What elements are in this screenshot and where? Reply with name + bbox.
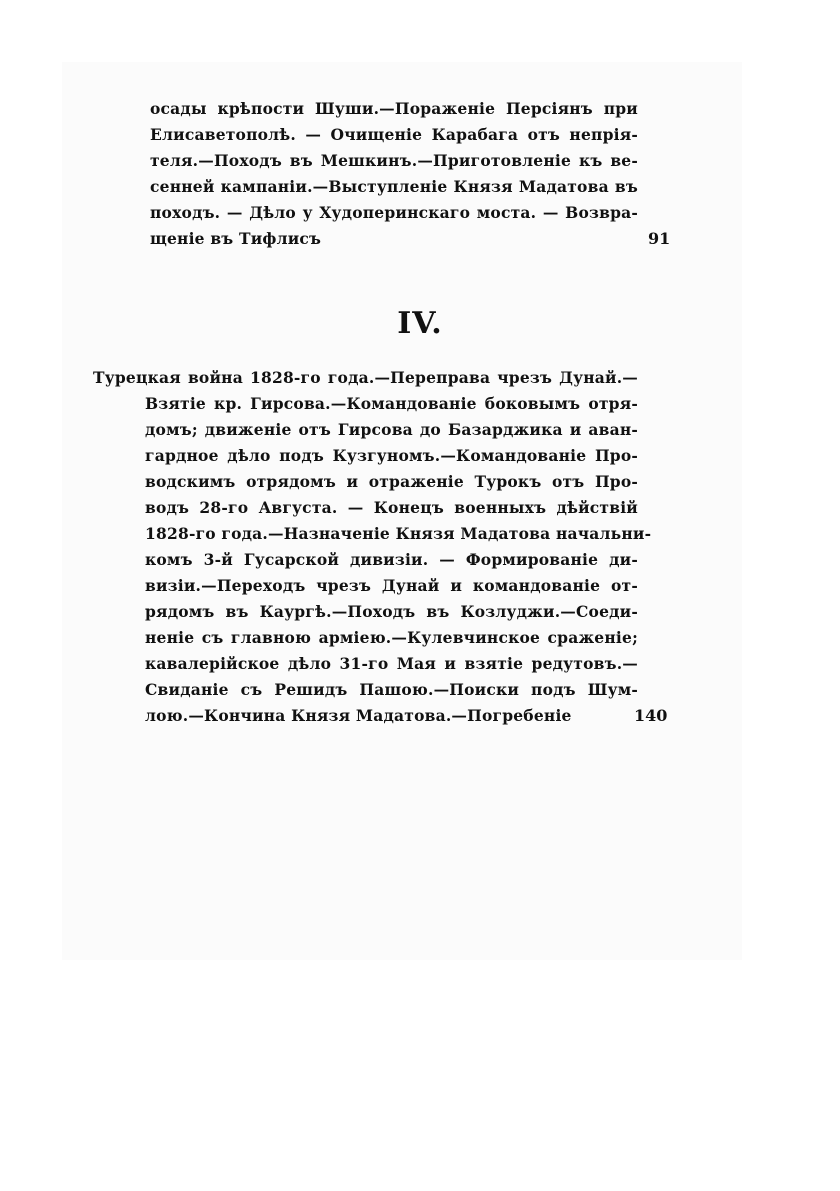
toc-line: визіи.—Переходъ чрезъ Дунай и командованіе от- xyxy=(145,576,638,595)
toc-line: водскимъ отрядомъ и отраженіе Турокъ отъ Про- xyxy=(145,472,638,491)
toc-line: 1828-го года.—Назначеніе Князя Мадатова начальни- xyxy=(145,524,652,543)
page-number: 91 xyxy=(648,229,671,248)
toc-line: комъ 3-й Гусарской дивизіи. — Формированіе ди- xyxy=(145,550,638,569)
toc-line: Свиданіе съ Решидъ Пашою.—Поиски подъ Шум- xyxy=(145,680,638,699)
toc-line: неніе съ главною арміею.—Кулевчинское сраженіе; xyxy=(145,628,638,647)
toc-line: рядомъ въ Каургѣ.—Походъ въ Козлуджи.—Соеди- xyxy=(145,602,638,621)
section-numeral: IV. xyxy=(397,306,443,341)
toc-line: Елисаветополѣ. — Очищеніе Карабага отъ непрія- xyxy=(150,125,638,144)
toc-line: домъ; движеніе отъ Гирсова до Базарджика и аван- xyxy=(145,420,638,439)
toc-line: водъ 28-го Августа. — Конецъ военныхъ дѣйствій xyxy=(145,498,638,517)
toc-line: осады крѣпости Шуши.—Пораженіе Персіянъ при xyxy=(150,99,638,118)
page-number: 140 xyxy=(634,706,668,725)
toc-line: походъ. — Дѣло у Худоперинскаго моста. — Возвра- xyxy=(150,203,638,222)
toc-line: сенней кампаніи.—Выступленіе Князя Мадатова въ xyxy=(150,177,638,196)
toc-line: кавалерійское дѣло 31-го Мая и взятіе редутовъ.— xyxy=(145,654,638,673)
toc-line: теля.—Походъ въ Мешкинъ.—Приготовленіе къ ве- xyxy=(150,151,638,170)
toc-line: Турецкая война 1828-го года.—Переправа чрезъ Дунай.— xyxy=(93,368,638,387)
toc-line: щеніе въ Тифлисъ xyxy=(150,229,322,248)
toc-line: Взятіе кр. Гирсова.—Командованіе боковымъ отря- xyxy=(145,394,638,413)
toc-line: гардное дѣло подъ Кузгуномъ.—Командованіе Про- xyxy=(145,446,638,465)
toc-line: лою.—Кончина Князя Мадатова.—Погребеніе xyxy=(145,706,572,725)
